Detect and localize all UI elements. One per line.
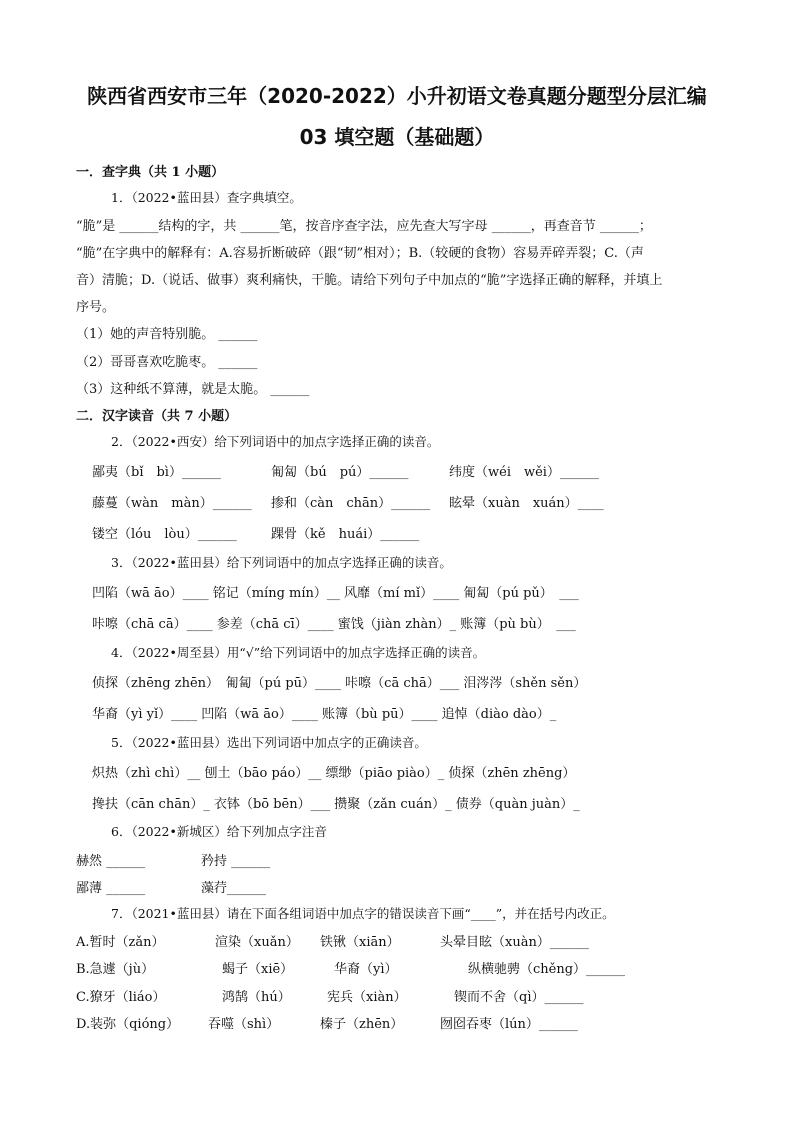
pinyin-item: 掺和（càn chān）______: [271, 496, 431, 511]
option-word: 锲而不舍（qì）______: [454, 990, 584, 1005]
section-heading: 二．汉字读音（共 7 小题）: [76, 409, 238, 424]
pinyin-item: 纬度（wéi wěi）______: [449, 465, 599, 480]
sub-question: （2）哥哥喜欢吃脆枣。 ______: [76, 355, 258, 370]
pinyin-item: 镂空（lóu lòu）______: [92, 527, 237, 542]
option-word: C.獠牙（liáo）: [76, 990, 166, 1005]
pinyin-item: 藤蔓（wàn màn）______: [92, 496, 252, 511]
pinyin-row: 华裔（yì yǐ）____ 凹陷（wā āo）____ 账簿（bù pū）____ 追悼（diào dào）_: [92, 707, 557, 722]
pinyin-item: 踝骨（kě huái）______: [271, 527, 420, 542]
option-word: 蝎子（xiē）: [222, 962, 294, 977]
pinyin-item: 匍匐（bú pú）______: [271, 465, 409, 480]
question-intro: 1．（2022•蓝田县）查字典填空。: [111, 190, 302, 205]
page-subtitle: 03 填空题（基础题）: [299, 125, 495, 149]
pinyin-row: 侦探（zhēng zhēn） 匍匐（pú pū）____ 咔嚓（cā chā）___ 泪涔涔（shěn sěn）: [92, 676, 587, 691]
question-text: “脆”在字典中的解释有：A.容易折断破碎（跟“韧”相对）；B.（较硬的食物）容易弄碎弄裂；C.（声: [76, 246, 644, 261]
option-word: 榛子（zhēn）: [320, 1017, 404, 1032]
pinyin-item: 眩晕（xuàn xuán）____: [449, 496, 604, 511]
page-title: 陕西省西安市三年（2020-2022）小升初语文卷真题分题型分层汇编: [87, 84, 707, 108]
option-word: 宪兵（xiàn）: [327, 990, 407, 1005]
option-word: A.暂时（zǎn）: [76, 935, 165, 950]
pinyin-item: 藻荇______: [201, 881, 267, 896]
question-intro: 7．（2021•蓝田县）请在下面各组词语中加点字的错误读音下画“____”，并在括号内改正。: [111, 906, 615, 921]
option-word: 华裔（yì）: [334, 962, 398, 977]
option-word: 鸿鹄（hú）: [222, 990, 291, 1005]
question-text: “脆”是 ______结构的字，共 ______笔，按音序查字法，应先查大写字母 ______，再查音节 ______；: [76, 219, 652, 234]
option-word: D.装弥（qióng）: [76, 1017, 180, 1032]
pinyin-row: 搀扶（cān chān）_ 衣钵（bō bēn）___ 攒聚（zǎn cuán）_ 债券（quàn juàn）_: [92, 797, 580, 812]
sub-question: （3）这种纸不算薄，就是太脆。 ______: [76, 382, 310, 397]
question-intro: 5．（2022•蓝田县）选出下列词语中加点字的正确读音。: [111, 735, 427, 750]
question-intro: 2．（2022•西安）给下列词语中的加点字选择正确的读音。: [111, 434, 440, 449]
pinyin-item: 鄙夷（bǐ bì）______: [92, 465, 221, 480]
section-heading: 一．查字典（共 1 小题）: [76, 165, 225, 180]
option-word: 头晕目眩（xuàn）______: [440, 935, 589, 950]
option-word: B.急遽（jù）: [76, 962, 155, 977]
pinyin-row: 咔嚓（chā cā）____ 参差（chā cī）____ 蜜饯（jiàn zhàn）_ 账簿（pù bù） ___: [92, 617, 576, 632]
pinyin-row: 炽热（zhì chì）__ 刨土（bāo páo）__ 缥缈（piāo piào）_ 侦探（zhēn zhēng）: [92, 766, 576, 781]
pinyin-item: 矜持 ______: [201, 854, 271, 869]
pinyin-item: 鄙薄 ______: [76, 881, 146, 896]
question-intro: 4．（2022•周至县）用“√”给下列词语中的加点字选择正确的读音。: [111, 645, 486, 660]
pinyin-item: 赫然 ______: [76, 854, 146, 869]
option-word: 渲染（xuǎn）: [215, 935, 299, 950]
pinyin-row: 凹陷（wā āo）____ 铭记（míng mín）__ 风靡（mí mǐ）____ 匍匐（pú pǔ） ___: [92, 586, 579, 601]
option-word: 囫囵吞枣（lún）______: [440, 1017, 578, 1032]
option-word: 铁锹（xiān）: [320, 935, 400, 950]
question-intro: 3．（2022•蓝田县）给下列词语中的加点字选择正确的读音。: [111, 555, 452, 570]
sub-question: （1）她的声音特别脆。 ______: [76, 327, 258, 342]
question-intro: 6．（2022•新城区）给下列加点字注音: [111, 824, 327, 839]
question-text: 序号。: [76, 300, 116, 315]
question-text: 音）清脆；D.（说话、做事）爽利痛快，干脆。请给下列句子中加点的“脆”字选择正确的解释，并填上: [76, 273, 663, 288]
option-word: 纵横驰骋（chěng）______: [468, 962, 626, 977]
option-word: 吞噬（shì）: [208, 1017, 280, 1032]
